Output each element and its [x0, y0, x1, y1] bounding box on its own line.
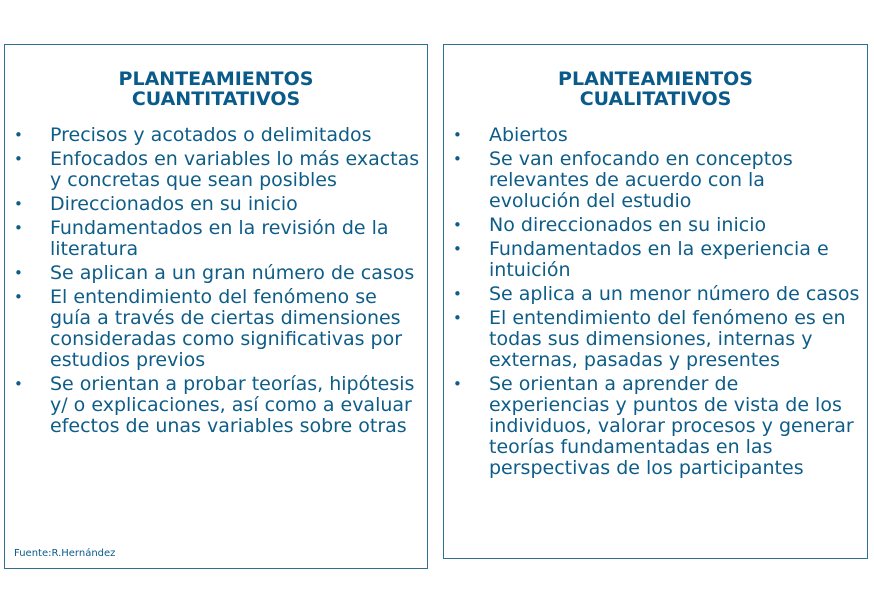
list-item	[5, 194, 427, 215]
list-item-text: Se aplican a un gran número de casos	[50, 262, 415, 284]
list-item	[444, 308, 867, 371]
qualitative-panel	[443, 44, 868, 559]
bullet-icon: •	[14, 375, 23, 393]
list-item-text: El entendimiento del fenómeno es en todas sus dimensiones, internas y externas, pasadas y presentes	[489, 307, 846, 371]
list-item	[5, 263, 427, 284]
bullet-icon: •	[14, 219, 23, 237]
list-item	[444, 215, 867, 236]
qualitative-title-line1: PLANTEAMIENTOS	[558, 68, 753, 90]
quantitative-title-line1: PLANTEAMIENTOS	[118, 68, 314, 90]
bullet-icon: •	[453, 285, 462, 303]
bullet-icon: •	[453, 240, 462, 258]
list-item-text: Se orientan a aprender de experiencias y puntos de vista de los individuos, valorar procesos y generar teorías fundamentadas en las perspectivas de los participantes	[489, 373, 854, 479]
quantitative-title	[5, 69, 427, 109]
bullet-icon: •	[14, 195, 23, 213]
list-item-text: Enfocados en variables lo más exactas y concretas que sean posibles	[50, 148, 420, 191]
bullet-icon: •	[453, 375, 462, 393]
list-item-text: Se van enfocando en conceptos relevantes de acuerdo con la evolución del estudio	[489, 148, 793, 212]
list-item-text: No direccionados en su inicio	[489, 214, 767, 236]
list-item-text: Precisos y acotados o delimitados	[50, 124, 372, 146]
list-item	[5, 149, 427, 191]
bullet-icon: •	[453, 150, 462, 168]
list-item	[444, 125, 867, 146]
bullet-icon: •	[14, 126, 23, 144]
qualitative-title	[444, 69, 867, 109]
list-item-text: Direccionados en su inicio	[50, 193, 298, 215]
list-item	[444, 284, 867, 305]
qualitative-list	[444, 125, 867, 479]
list-item	[5, 287, 427, 371]
bullet-icon: •	[14, 288, 23, 306]
list-item	[5, 125, 427, 146]
list-item-text: Se aplica a un menor número de casos	[489, 283, 860, 305]
quantitative-list	[5, 125, 427, 437]
bullet-icon: •	[453, 309, 462, 327]
bullet-icon: •	[453, 126, 462, 144]
bullet-icon: •	[14, 264, 23, 282]
source-caption: Fuente:R.Hernández	[14, 548, 116, 559]
list-item	[444, 374, 867, 479]
list-item-text: Fundamentados en la experiencia e intuición	[489, 238, 829, 281]
qualitative-title-line2: CUALITATIVOS	[579, 88, 732, 110]
list-item-text: Se orientan a probar teorías, hipótesis y/ o explicaciones, así como a evaluar efectos de unas variables sobre otras	[50, 373, 415, 437]
list-item	[5, 374, 427, 437]
quantitative-title-line2: CUANTITATIVOS	[131, 88, 301, 110]
list-item	[444, 149, 867, 212]
list-item	[444, 239, 867, 281]
list-item-text: Abiertos	[489, 124, 568, 146]
bullet-icon: •	[14, 150, 23, 168]
bullet-icon: •	[453, 216, 462, 234]
list-item-text: Fundamentados en la revisión de la literatura	[50, 217, 389, 260]
list-item-text: El entendimiento del fenómeno se guía a través de ciertas dimensiones consideradas como significativas por estudios previos	[50, 286, 403, 371]
list-item	[5, 218, 427, 260]
quantitative-panel	[4, 44, 428, 569]
